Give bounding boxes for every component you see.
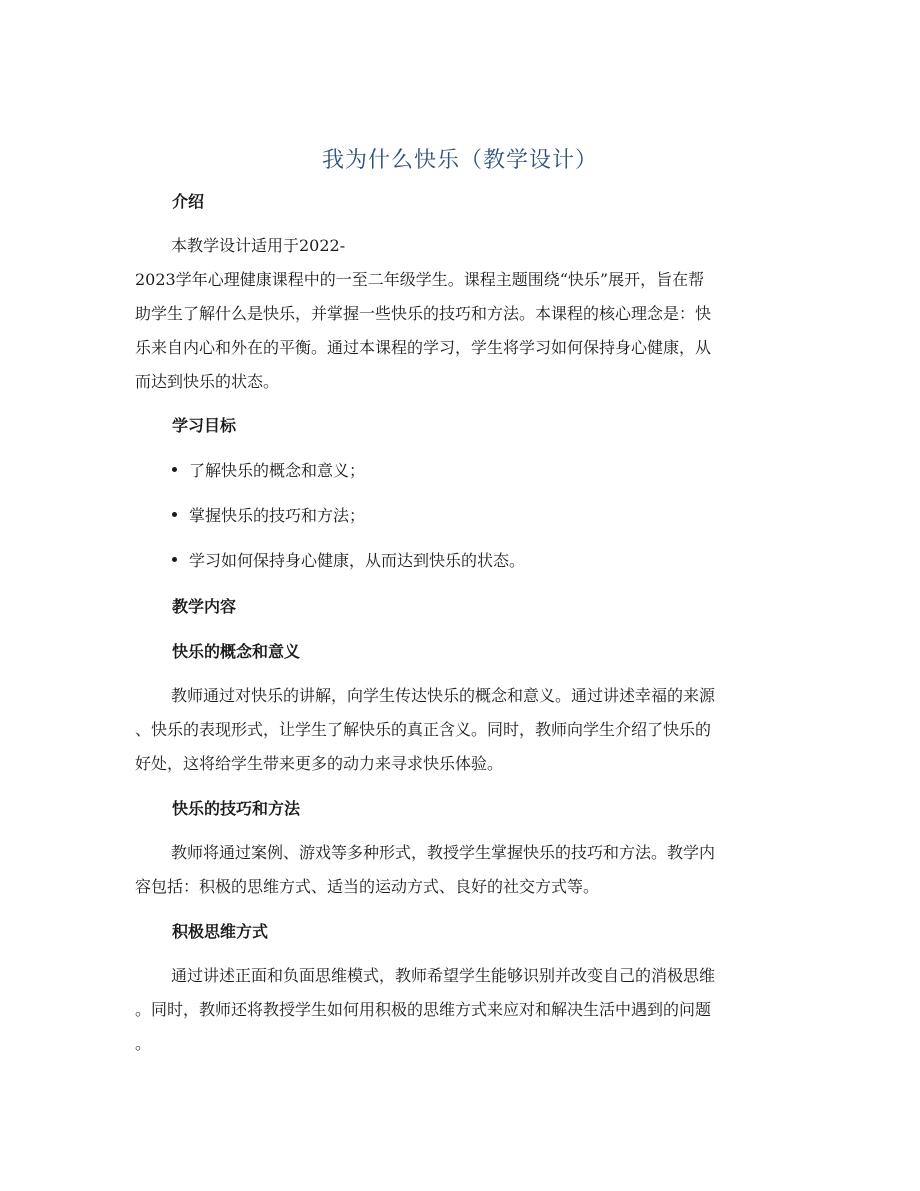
bullet-icon (172, 557, 177, 562)
text-line: 容包括：积极的思维方式、适当的运动方式、良好的社交方式等。 (135, 877, 600, 896)
document-title: 我为什么快乐（教学设计） (321, 148, 598, 173)
list-item-text: 学习如何保持身心健康，从而达到快乐的状态。 (189, 551, 526, 570)
list-item (172, 503, 365, 526)
list-item-text: 了解快乐的概念和意义； (189, 461, 366, 480)
paragraph-positive (135, 959, 785, 1061)
text-line: 2023学年心理健康课程中的一至二年级学生。课程主题围绕“快乐”展开，旨在帮 (135, 270, 705, 289)
text-line: 教师将通过案例、游戏等多种形式，教授学生掌握快乐的技巧和方法。教学内 (171, 843, 716, 862)
heading-skills: 快乐的技巧和方法 (172, 799, 301, 818)
text-line: 助学生了解什么是快乐，并掌握一些快乐的技巧和方法。本课程的核心理念是：快 (135, 304, 712, 323)
bullet-icon (172, 467, 177, 472)
text-line: 本教学设计适用于2022- (171, 236, 346, 255)
text-line: 。同时，教师还将教授学生如何用积极的思维方式来应对和解决生活中遇到的问题 (135, 1000, 712, 1019)
bullet-icon (172, 512, 177, 517)
list-item (172, 548, 525, 571)
heading-goals: 学习目标 (172, 416, 237, 435)
text-line: 好处，这将给学生带来更多的动力来寻求快乐体验。 (135, 754, 504, 773)
paragraph-skills (135, 836, 785, 904)
paragraph-intro (135, 229, 785, 399)
text-line: 通过讲述正面和负面思维模式，教师希望学生能够识别并改变自己的消极思维 (171, 966, 716, 985)
text-line: 、快乐的表现形式，让学生了解快乐的真正含义。同时，教师向学生介绍了快乐的 (135, 720, 712, 739)
heading-concept: 快乐的概念和意义 (172, 642, 301, 661)
list-item-text: 掌握快乐的技巧和方法； (189, 506, 366, 525)
heading-positive: 积极思维方式 (172, 922, 269, 941)
text-line: 教师通过对快乐的讲解，向学生传达快乐的概念和意义。通过讲述幸福的来源 (171, 686, 716, 705)
paragraph-concept (135, 679, 785, 781)
text-line: 。 (135, 1034, 152, 1053)
text-line: 而达到快乐的状态。 (135, 372, 280, 391)
text-line: 乐来自内心和外在的平衡。通过本课程的学习，学生将学习如何保持身心健康，从 (135, 338, 712, 357)
list-item (172, 458, 365, 481)
heading-intro: 介绍 (172, 192, 205, 211)
heading-content: 教学内容 (172, 597, 237, 616)
